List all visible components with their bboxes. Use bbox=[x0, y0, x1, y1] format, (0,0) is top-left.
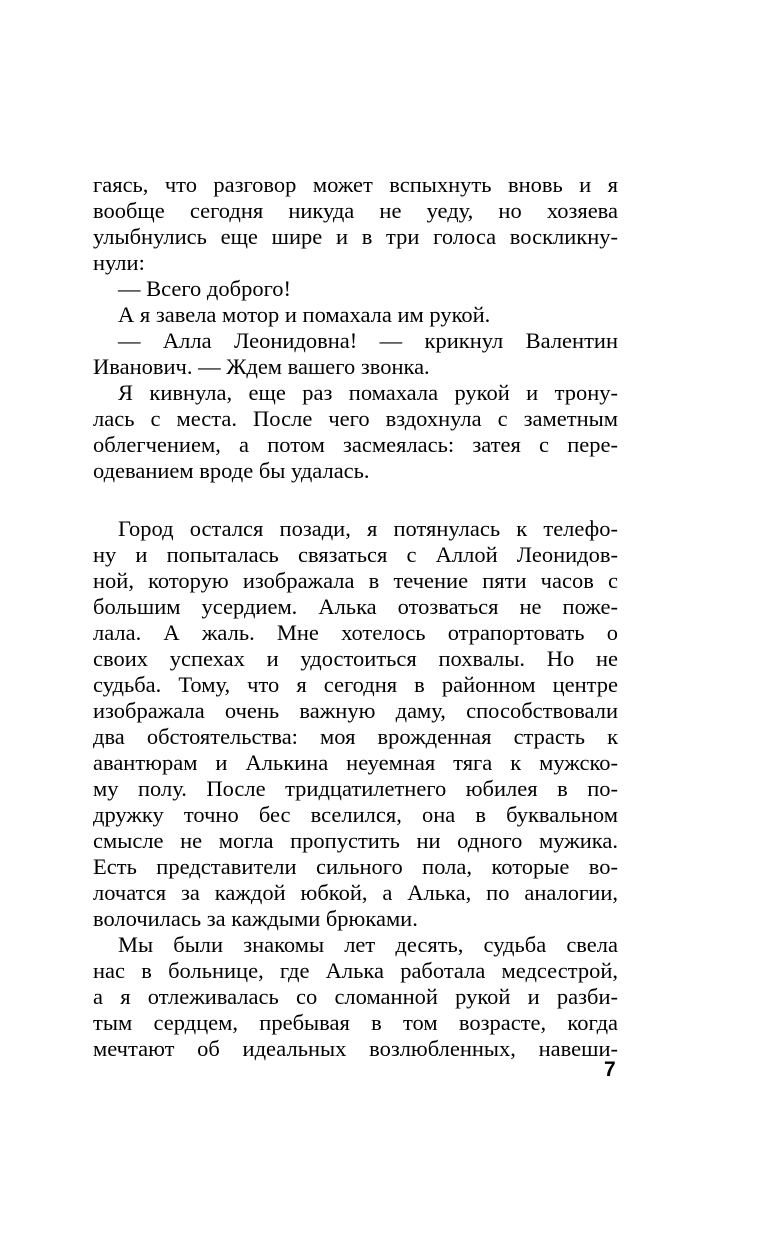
text-line: судьба. Тому, что я сегодня в районном центре bbox=[93, 672, 618, 697]
text-line: смысле не могла пропустить ни одного мужика. bbox=[93, 828, 618, 853]
text-line: нули: bbox=[93, 250, 145, 275]
text-line: А я завела мотор и помахала им рукой. bbox=[118, 302, 491, 327]
text-line: вообще сегодня никуда не уеду, но хозяева bbox=[93, 198, 618, 223]
text-line: авантюрам и Алькина неуемная тяга к мужско- bbox=[93, 750, 618, 775]
text-line: волочилась за каждыми брюками. bbox=[93, 906, 418, 931]
text-line: два обстоятельства: моя врожденная страсть к bbox=[93, 724, 618, 749]
text-line: изображала очень важную даму, способствовали bbox=[93, 698, 618, 723]
text-line: Город остался позади, я потянулась к телефо- bbox=[118, 516, 618, 541]
text-line: лочатся за каждой юбкой, а Алька, по аналогии, bbox=[93, 880, 618, 905]
dialogue-line: — Алла Леонидовна! — крикнул Валентин bbox=[118, 328, 618, 353]
text-line: лала. А жаль. Мне хотелось отрапортовать о bbox=[93, 620, 618, 645]
text-line: гаясь, что разговор может вспыхнуть вновь и я bbox=[93, 172, 618, 197]
text-line: мечтают об идеальных возлюбленных, навеши- bbox=[93, 1036, 618, 1061]
text-line: улыбнулись еще шире и в три голоса воскликну- bbox=[93, 224, 618, 249]
text-line: Мы были знакомы лет десять, судьба свела bbox=[118, 932, 618, 957]
text-line: Я кивнула, еще раз помахала рукой и трону- bbox=[118, 380, 618, 405]
text-line: тым сердцем, пребывая в том возрасте, когда bbox=[93, 1010, 618, 1035]
text-line: облегчением, а потом засмеялась: затея с пере- bbox=[93, 432, 618, 457]
page-number: 7 bbox=[604, 1058, 616, 1081]
text-line: дружку точно бес вселился, она в буквальном bbox=[93, 802, 618, 827]
text-line: нас в больнице, где Алька работала медсестрой, bbox=[93, 958, 618, 983]
text-line: Есть представители сильного пола, которые во- bbox=[93, 854, 618, 879]
text-line: Иванович. — Ждем вашего звонка. bbox=[93, 354, 430, 379]
text-line: своих успехах и удостоиться похвалы. Но не bbox=[93, 646, 618, 671]
text-line: а я отлеживалась со сломанной рукой и разби- bbox=[93, 984, 618, 1009]
text-line: ной, которую изображала в течение пяти часов с bbox=[93, 568, 618, 593]
text-line: большим усердием. Алька отозваться не поже- bbox=[93, 594, 618, 619]
text-line: му полу. После тридцатилетнего юбилея в по- bbox=[93, 776, 618, 801]
text-line: лась с места. После чего вздохнула с заметным bbox=[93, 406, 618, 431]
text-line: одеванием вроде бы удалась. bbox=[93, 458, 370, 483]
text-line: ну и попыталась связаться с Аллой Леонидов- bbox=[93, 542, 618, 567]
dialogue-line: — Всего доброго! bbox=[118, 276, 291, 301]
